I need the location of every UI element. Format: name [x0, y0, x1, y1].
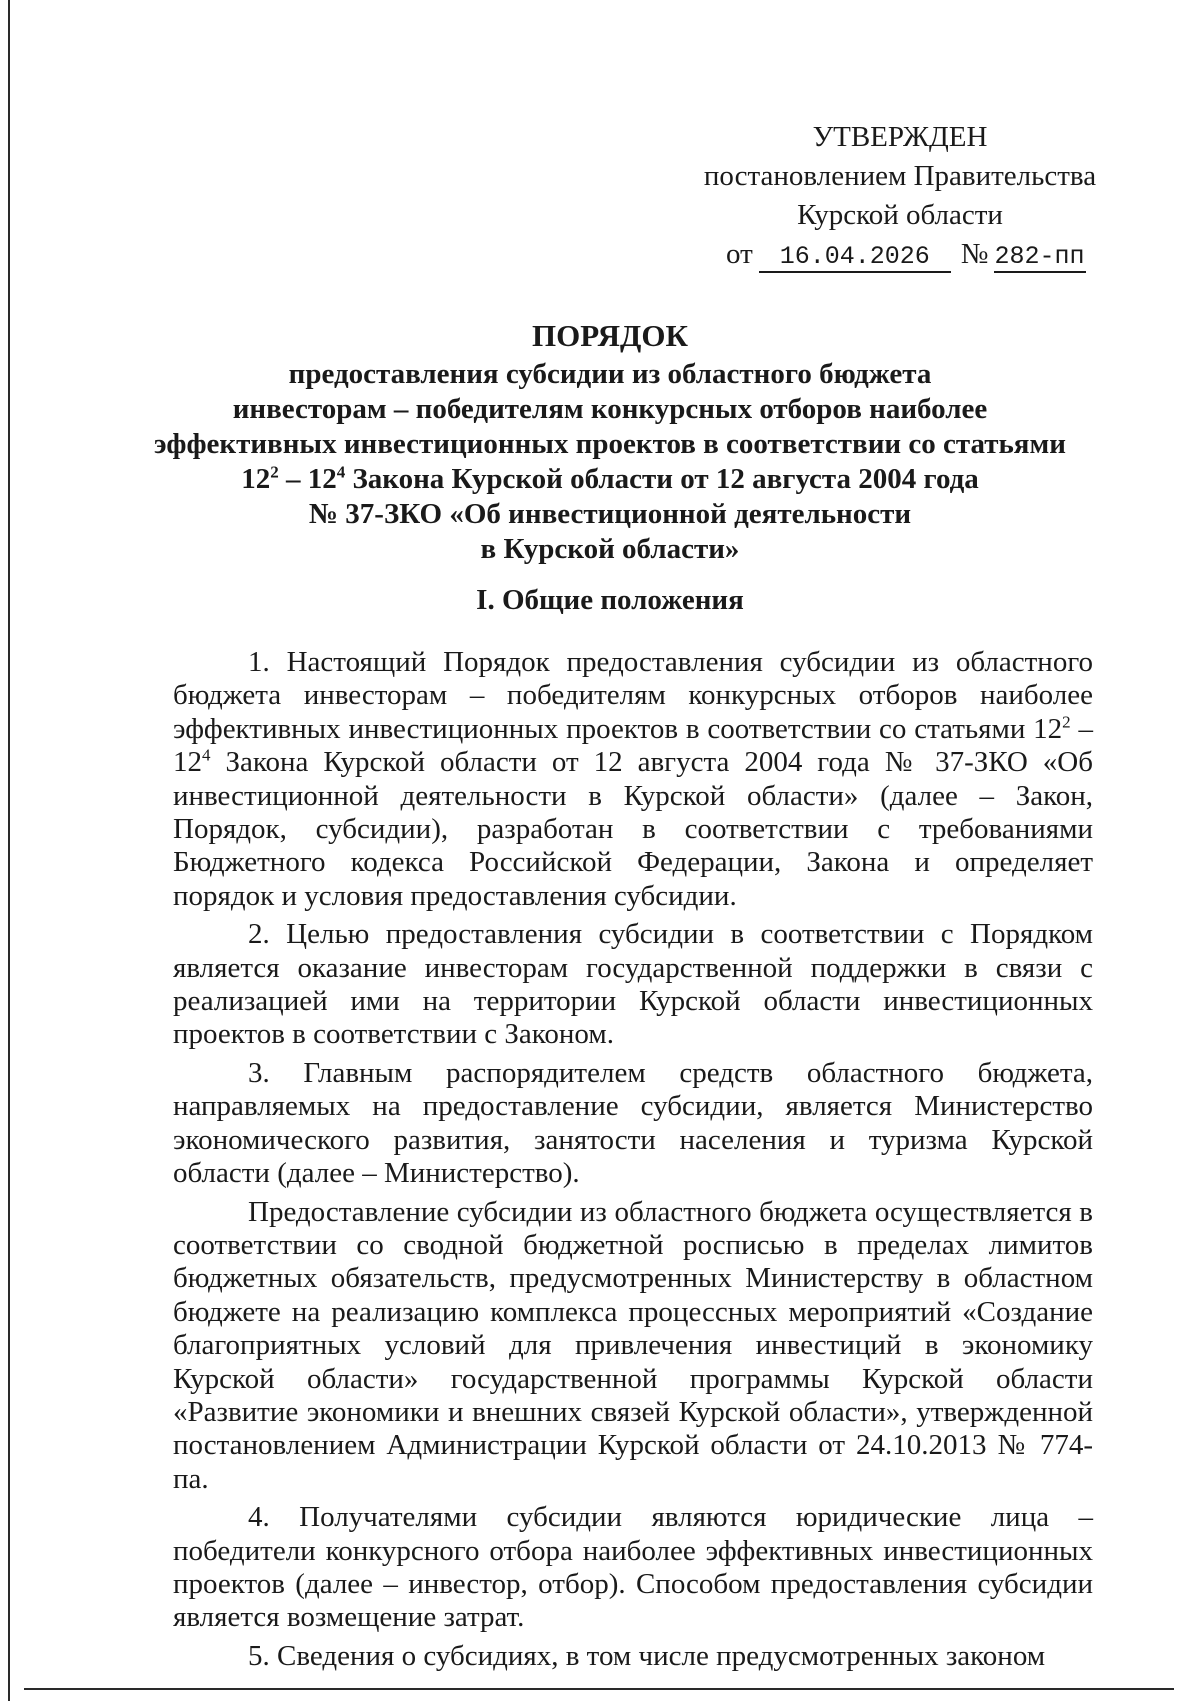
approval-number: 282-пп — [994, 242, 1085, 271]
title-main: ПОРЯДОК — [532, 318, 688, 353]
paragraph-1-sup-2: 4 — [202, 745, 211, 765]
page-left-edge — [8, 0, 10, 1701]
title-sup-1: 2 — [270, 462, 279, 482]
date-prefix: от — [726, 238, 753, 270]
paragraph-3: 3. Главным распорядителем средств областного бюджета, направляемых на предоставление субсидии, является Министерство экономического развития, занятости населения и туризма Курской области (далее – Министерство). — [173, 1056, 1093, 1190]
approval-stamp — [690, 118, 1110, 274]
title-line-6: в Курской области» — [480, 533, 740, 565]
approval-status: УТВЕРЖДЕН — [812, 121, 988, 153]
document-body — [173, 646, 1093, 1673]
paragraph-1-part-b: – 12 — [173, 712, 1093, 779]
paragraph-5: 5. Сведения о субсидиях, в том числе предусмотренных законом — [248, 1639, 1046, 1672]
title-article-end: – 12 — [278, 463, 337, 495]
title-line-1: предоставления субсидии из областного бюджета — [288, 358, 932, 390]
title-line-4 — [120, 462, 1100, 497]
section-heading: I. Общие положения — [476, 584, 744, 616]
paragraph-1-sup-1: 2 — [1062, 712, 1071, 732]
title-sup-2: 4 — [336, 462, 346, 482]
approval-date: 16.04.2026 — [759, 243, 951, 273]
title-line-2: инвесторам – победителям конкурсных отборов наиболее — [232, 393, 988, 425]
paragraph-1-part-c: Закона Курской области от 12 августа 2004 года № 37-ЗКО «Об инвестиционной деятельности в Курской области» (далее – Закон, Порядок, субсидии), разработан в соответствии с требованиями Бюджетного кодекса Российской Федерации, Закона и определяет порядок и условия предоставления субсидии. — [173, 746, 1093, 912]
approval-date-line — [690, 235, 1110, 274]
paragraph-4: 4. Получателями субсидии являются юридические лица – победители конкурсного отбора наиболее эффективных инвестиционных проектов (далее – инвестор, отбор). Способом предоставления субсидии является возмещение затрат. — [173, 1501, 1093, 1634]
title-law-ref: Закона Курской области от 12 августа 2004 года — [345, 463, 979, 495]
bottom-rule — [24, 1688, 1174, 1690]
title-article-start: 12 — [241, 463, 271, 495]
approval-line-1: постановлением Правительства — [703, 160, 1097, 192]
paragraph-1 — [173, 646, 1093, 913]
title-line-3: эффективных инвестиционных проектов в соответствии со статьями — [154, 428, 1066, 460]
paragraph-3b: Предоставление субсидии из областного бюджета осуществляется в соответствии со сводной бюджетной росписью в пределах лимитов бюджетных обязательств, предусмотренных Министерству в областном бюджете на реализацию комплекса процессных мероприятий «Создание благоприятных условий для привлечения инвестиций в экономику Курской области» государственной программы Курской области «Развитие экономики и внешних связей Курской области», утвержденной постановлением Администрации Курской области от 24.10.2013 № 774-па. — [173, 1195, 1093, 1495]
approval-line-2: Курской области — [797, 199, 1003, 231]
document-title — [120, 318, 1100, 567]
paragraph-1-part-a: 1. Настоящий Порядок предоставления субсидии из областного бюджета инвесторам – победителям конкурсных отборов наиболее эффективных инвестиционных проектов в соответствии со статьями 12 — [173, 646, 1093, 745]
number-prefix: № — [960, 238, 989, 270]
title-line-5: № 37-ЗКО «Об инвестиционной деятельности — [308, 498, 912, 530]
paragraph-2: 2. Целью предоставления субсидии в соответствии с Порядком является оказание инвесторам государственной поддержки в связи с реализацией ими на территории Курской области инвестиционных проектов в соответствии с Законом. — [173, 918, 1093, 1051]
